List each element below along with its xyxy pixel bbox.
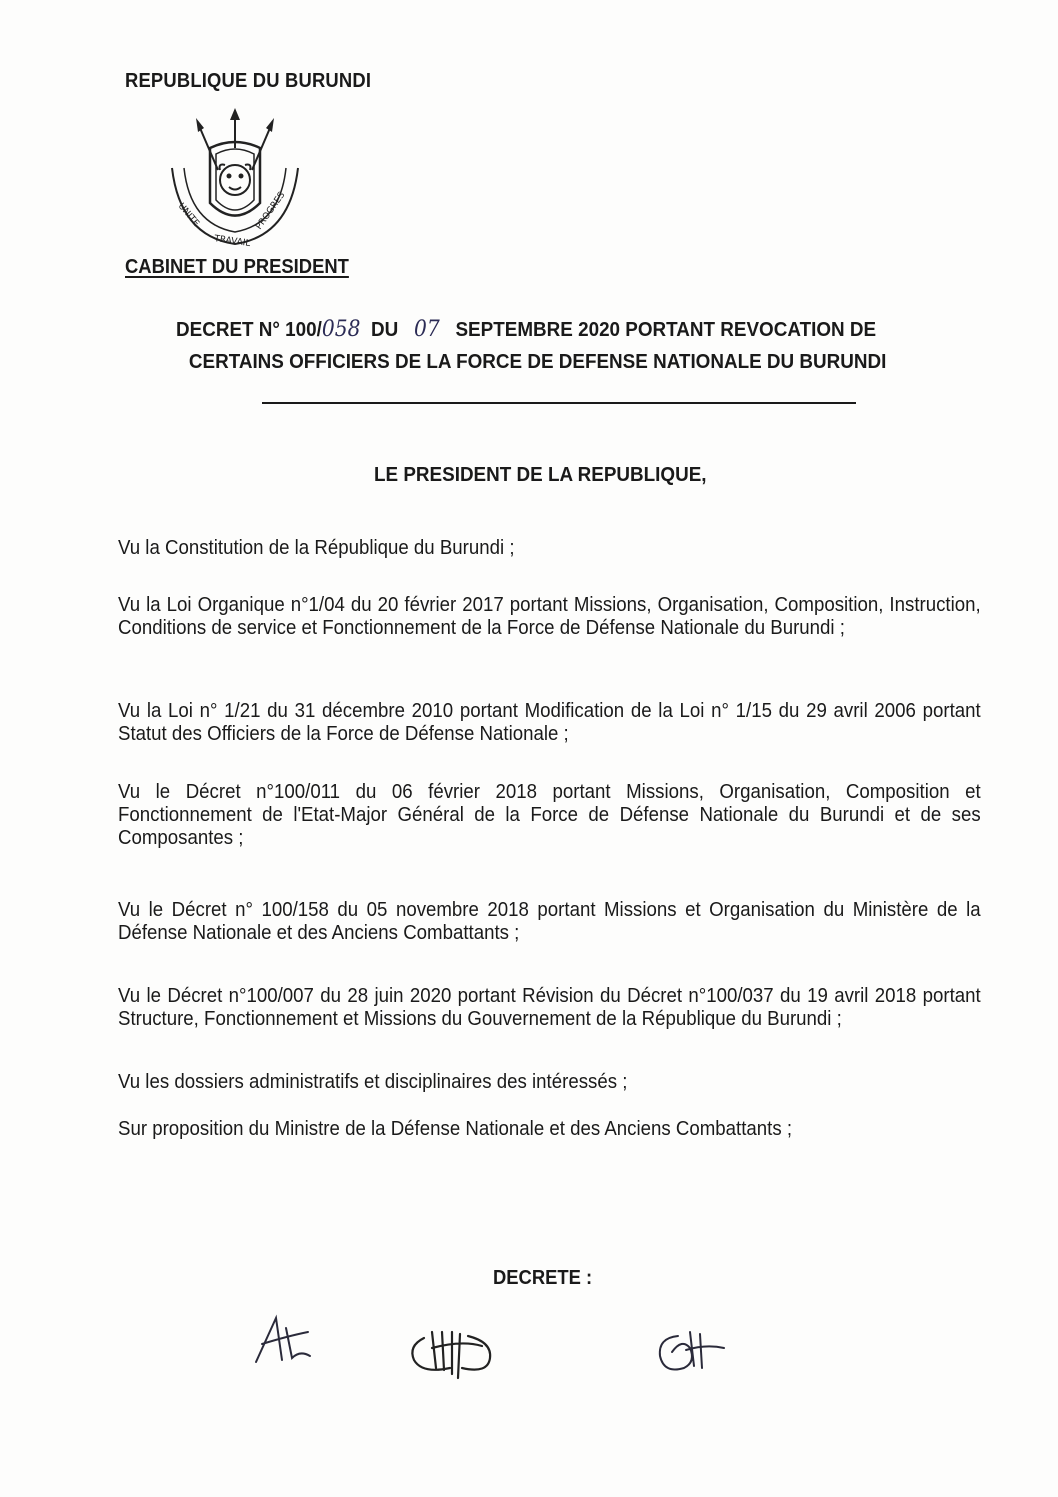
title-du: DU (371, 318, 399, 341)
motto-word: UNITE (175, 201, 201, 229)
visa-paragraph: Vu la Constitution de la République du Burundi ; (118, 536, 515, 559)
decree-title (176, 315, 903, 377)
cabinet-heading: CABINET DU PRESIDENT (125, 256, 349, 278)
handwritten-day: 07 (413, 317, 440, 342)
title-prefix: DECRET N° 100/ (176, 318, 322, 341)
visa-paragraph: Vu la Loi Organique n°1/04 du 20 février 2017 portant Missions, Organisation, Composition, Instruction, Conditions de service et Fonctionnement de la Force de Défense Nationale du Burundi ; (118, 593, 981, 639)
title-line2: CERTAINS OFFICIERS DE LA FORCE DE DEFENSE NATIONALE DU BURUNDI (188, 350, 887, 373)
visa-paragraph: Vu la Loi n° 1/21 du 31 décembre 2010 portant Modification de la Loi n° 1/15 du 29 avril 2006 portant Statut des Officiers de la Force de Défense Nationale ; (118, 699, 981, 745)
title-divider (262, 402, 856, 404)
signature-left (248, 1310, 318, 1370)
decrete-heading: DECRETE : (493, 1267, 593, 1289)
coat-of-arms-icon (160, 108, 310, 256)
motto-word: TRAVAIL (213, 234, 251, 250)
visa-paragraph: Vu le Décret n°100/011 du 06 février 2018 portant Missions, Organisation, Composition et Fonctionnement de l'Etat-Major Général de la Force de Défense Nationale du Burundi et de ses Composantes ; (118, 780, 981, 849)
signature-center (402, 1318, 512, 1388)
visa-paragraph: Vu les dossiers administratifs et disciplinaires des intéressés ; (118, 1070, 628, 1093)
handwritten-decree-number: 058 (321, 317, 361, 342)
visa-paragraph: Vu le Décret n° 100/158 du 05 novembre 2018 portant Missions et Organisation du Ministère de la Défense Nationale et des Anciens Combattants ; (118, 898, 981, 944)
visa-paragraph: Sur proposition du Ministre de la Défense Nationale et des Anciens Combattants ; (118, 1117, 793, 1140)
country-heading: REPUBLIQUE DU BURUNDI (125, 70, 372, 92)
signature-right (650, 1322, 730, 1382)
president-heading: LE PRESIDENT DE LA REPUBLIQUE, (374, 463, 707, 486)
title-line1-rest: SEPTEMBRE 2020 PORTANT REVOCATION DE (455, 318, 877, 341)
visa-paragraph: Vu le Décret n°100/007 du 28 juin 2020 portant Révision du Décret n°100/037 du 19 avril 2018 portant Structure, Fonctionnement et Missions du Gouvernement de la République du Burundi ; (118, 984, 981, 1030)
motto-word: PROGRES (254, 190, 288, 232)
